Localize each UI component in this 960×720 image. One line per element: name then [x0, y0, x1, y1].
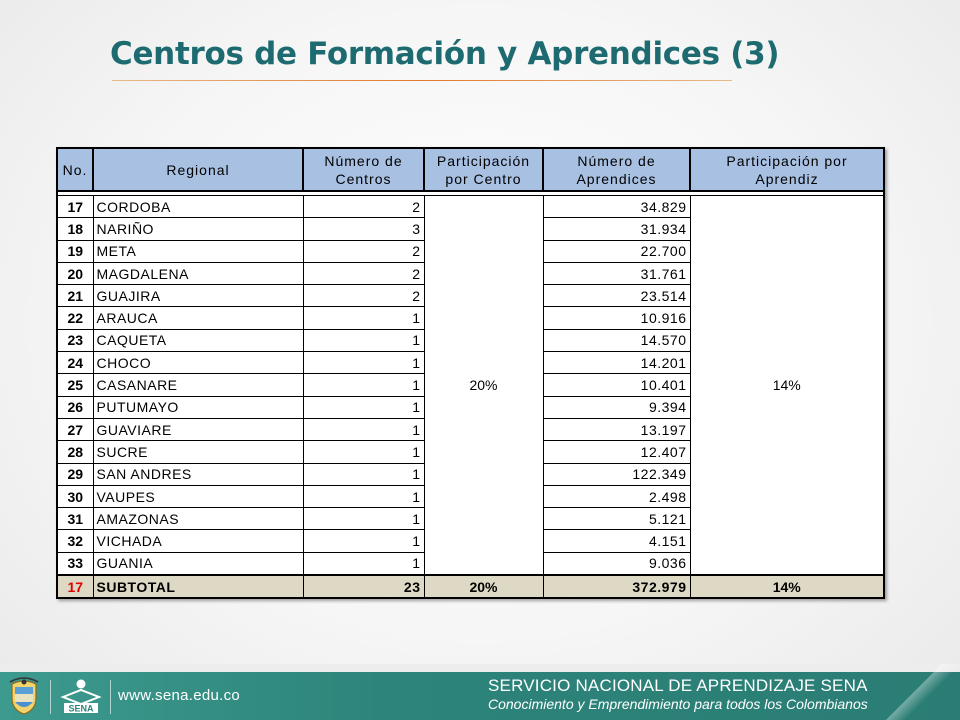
regional-name: GUANIA	[93, 552, 303, 575]
num-centros: 1	[303, 441, 424, 463]
row-number: 26	[57, 396, 93, 418]
row-number: 32	[57, 530, 93, 552]
footer-tagline: Conocimiento y Emprendimiento para todos los Colombianos	[488, 696, 868, 712]
regional-name: CHOCO	[93, 352, 303, 374]
num-centros: 1	[303, 463, 424, 485]
data-table-container	[56, 147, 885, 599]
num-aprendices: 122.349	[543, 463, 690, 485]
num-centros: 1	[303, 485, 424, 507]
regional-name: CORDOBA	[93, 196, 303, 218]
num-aprendices: 31.761	[543, 262, 690, 284]
header-num-aprendices: Número de Aprendices	[543, 148, 690, 191]
header-part-aprendiz: Participación por Aprendiz	[690, 148, 884, 191]
num-aprendices: 14.201	[543, 352, 690, 374]
num-aprendices: 5.121	[543, 508, 690, 530]
regional-name: PUTUMAYO	[93, 396, 303, 418]
num-centros: 1	[303, 396, 424, 418]
regional-name: GUAVIARE	[93, 418, 303, 440]
footer-org-name: SERVICIO NACIONAL DE APRENDIZAJE SENA	[488, 676, 868, 695]
row-number: 22	[57, 307, 93, 329]
sena-logo-text: SENA	[68, 703, 94, 714]
header-num-centros: Número de Centros	[303, 148, 424, 191]
row-number: 23	[57, 329, 93, 351]
num-aprendices: 13.197	[543, 418, 690, 440]
num-centros: 1	[303, 374, 424, 396]
num-aprendices: 23.514	[543, 285, 690, 307]
regional-name: NARIÑO	[93, 218, 303, 240]
num-centros: 2	[303, 262, 424, 284]
num-aprendices: 10.401	[543, 374, 690, 396]
num-centros: 1	[303, 329, 424, 351]
footer-separator	[110, 680, 111, 714]
regional-name: SUCRE	[93, 441, 303, 463]
regional-name: META	[93, 240, 303, 262]
num-aprendices: 10.916	[543, 307, 690, 329]
num-centros: 2	[303, 196, 424, 218]
num-aprendices: 31.934	[543, 218, 690, 240]
subtotal-aprendices: 372.979	[543, 575, 690, 598]
slide-title: Centros de Formación y Aprendices (3)	[110, 36, 780, 72]
regional-name: CAQUETA	[93, 329, 303, 351]
num-centros: 2	[303, 285, 424, 307]
regional-name: VAUPES	[93, 485, 303, 507]
row-number: 17	[57, 196, 93, 218]
num-centros: 1	[303, 352, 424, 374]
footer-corner-accent	[880, 664, 960, 720]
row-number: 28	[57, 441, 93, 463]
header-regional: Regional	[93, 148, 303, 191]
row-number: 21	[57, 285, 93, 307]
regional-name: SAN ANDRES	[93, 463, 303, 485]
regional-name: MAGDALENA	[93, 262, 303, 284]
num-centros: 1	[303, 307, 424, 329]
row-number: 20	[57, 262, 93, 284]
regional-name: ARAUCA	[93, 307, 303, 329]
title-underline	[112, 80, 732, 81]
subtotal-row	[57, 575, 884, 598]
row-number: 25	[57, 374, 93, 396]
row-number: 29	[57, 463, 93, 485]
num-centros: 3	[303, 218, 424, 240]
row-number: 30	[57, 485, 93, 507]
num-aprendices: 22.700	[543, 240, 690, 262]
row-number: 24	[57, 352, 93, 374]
row-number: 33	[57, 552, 93, 575]
num-aprendices: 34.829	[543, 196, 690, 218]
num-aprendices: 9.394	[543, 396, 690, 418]
num-aprendices: 14.570	[543, 329, 690, 351]
row-number: 31	[57, 508, 93, 530]
num-centros: 1	[303, 508, 424, 530]
num-aprendices: 2.498	[543, 485, 690, 507]
part-aprendiz-merged: 14%	[690, 196, 884, 576]
table-header-row	[57, 148, 884, 191]
num-centros: 1	[303, 530, 424, 552]
part-centro-merged: 20%	[424, 196, 543, 576]
header-no: No.	[57, 148, 93, 191]
subtotal-number: 17	[57, 575, 93, 598]
footer-separator	[50, 680, 51, 714]
header-part-centro: Participación por Centro	[424, 148, 543, 191]
num-centros: 2	[303, 240, 424, 262]
num-aprendices: 4.151	[543, 530, 690, 552]
colombia-seal-icon	[6, 676, 42, 716]
table-row	[57, 196, 884, 218]
num-aprendices: 9.036	[543, 552, 690, 575]
footer-url-link[interactable]: www.sena.edu.co	[118, 687, 241, 704]
sena-logo-icon	[58, 677, 104, 717]
subtotal-centros: 23	[303, 575, 424, 598]
subtotal-part-aprendiz: 14%	[690, 575, 884, 598]
regional-name: GUAJIRA	[93, 285, 303, 307]
num-aprendices: 12.407	[543, 441, 690, 463]
num-centros: 1	[303, 418, 424, 440]
row-number: 19	[57, 240, 93, 262]
regional-name: AMAZONAS	[93, 508, 303, 530]
regional-name: CASANARE	[93, 374, 303, 396]
subtotal-label: SUBTOTAL	[93, 575, 303, 598]
centros-table	[56, 147, 885, 599]
row-number: 18	[57, 218, 93, 240]
num-centros: 1	[303, 552, 424, 575]
regional-name: VICHADA	[93, 530, 303, 552]
subtotal-part-centro: 20%	[424, 575, 543, 598]
row-number: 27	[57, 418, 93, 440]
